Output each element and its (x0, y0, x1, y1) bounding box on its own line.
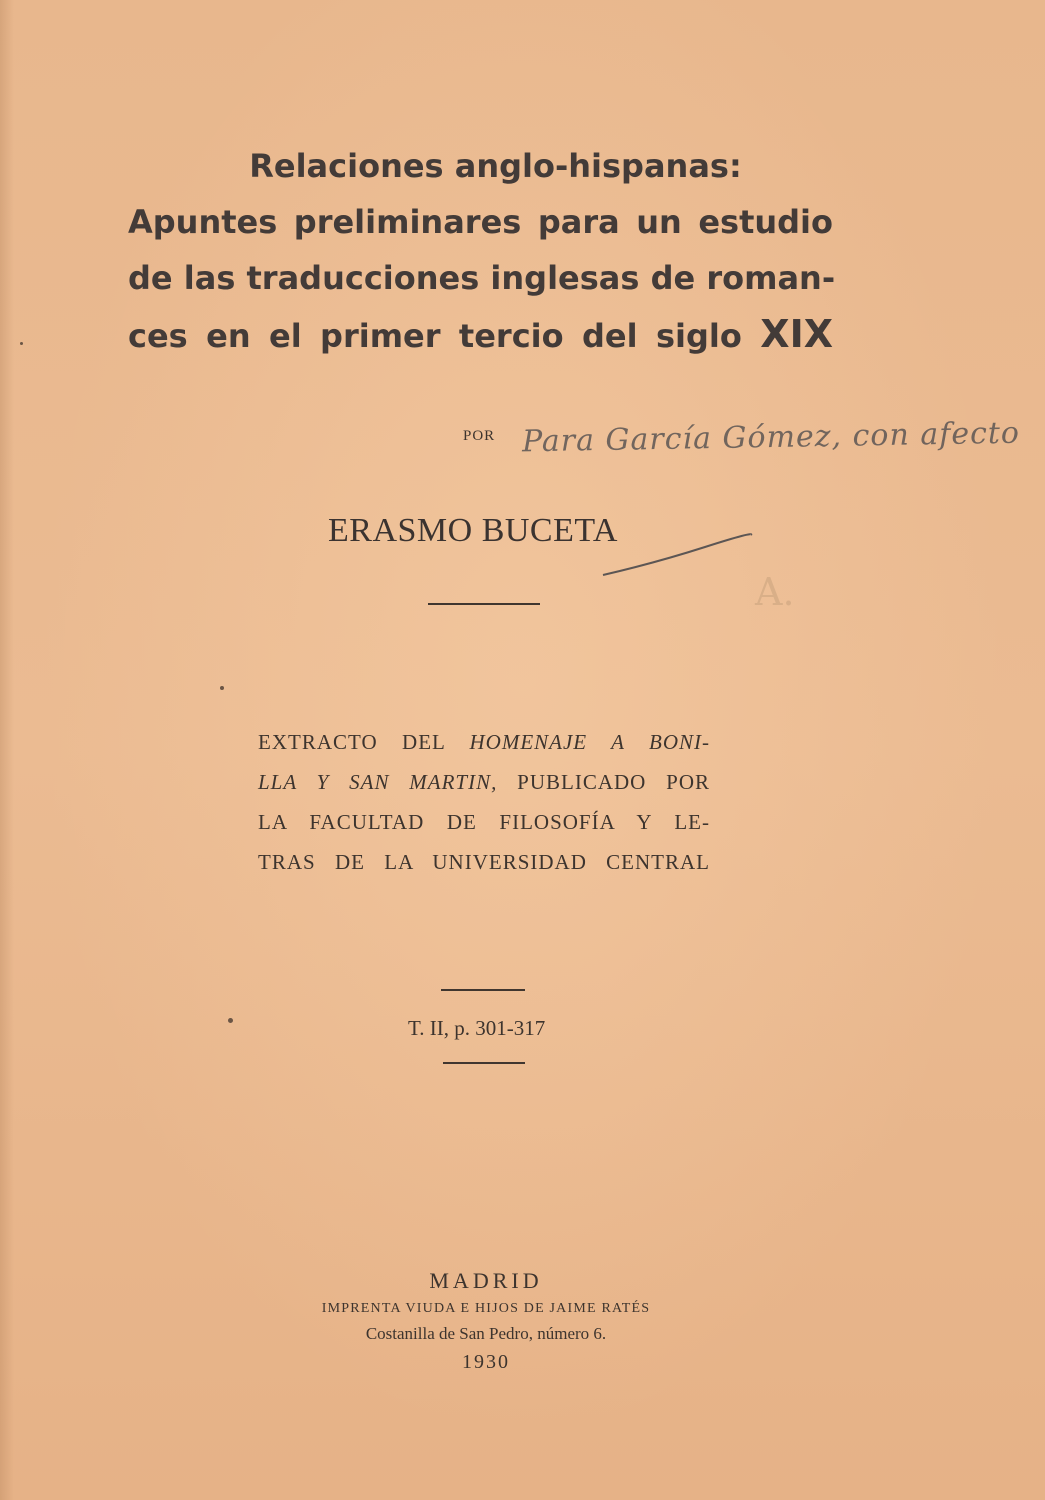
extract-line-2-italic: LLA Y SAN MARTIN, (258, 770, 498, 794)
extract-line-3: LA FACULTAD DE FILOSOFÍA Y LE- (258, 810, 710, 834)
volume-pages: T. II, p. 301-317 (408, 1016, 546, 1040)
extract-line-4: TRAS DE LA UNIVERSIDAD CENTRAL (258, 850, 710, 874)
title-line-4 (128, 306, 833, 364)
title-line-1: Relaciones anglo-hispanas: (249, 147, 742, 185)
imprint-printer: IMPRENTA VIUDA E HIJOS DE JAIME RATÉS (321, 1301, 651, 1316)
document-title (128, 138, 836, 364)
divider-rule (443, 1062, 525, 1064)
extract-line-2 (258, 762, 710, 802)
extract-line-2-plain: PUBLICADO POR (517, 770, 710, 794)
extract-line-1 (258, 722, 710, 762)
extract-note (258, 722, 710, 882)
pencil-mark: A. (755, 570, 795, 614)
paper-speck (228, 1018, 233, 1023)
paper-speck (220, 686, 224, 690)
imprint-city: MADRID (429, 1268, 543, 1293)
divider-rule (441, 989, 525, 991)
title-numeral: XIX (760, 312, 834, 356)
imprint-address: Costanilla de San Pedro, número 6. (365, 1324, 607, 1343)
pen-underline-stroke (595, 525, 755, 585)
title-line-3: de las traducciones inglesas de roman- (128, 259, 836, 297)
divider-rule (428, 603, 540, 605)
imprint-year: 1930 (462, 1351, 510, 1373)
by-label: POR (463, 428, 496, 444)
author-name: ERASMO BUCETA (328, 512, 618, 549)
paper-speck (20, 342, 23, 345)
handwritten-dedication: Para García Gómez, con afecto (521, 415, 1021, 460)
title-line-4-text: ces en el primer tercio del siglo (128, 317, 742, 355)
page-edge (0, 0, 14, 1500)
title-line-2: Apuntes preliminares para un estudio (128, 203, 833, 241)
imprint (230, 1266, 742, 1378)
extract-line-1-italic: HOMENAJE A BONI- (469, 730, 711, 754)
extract-line-1-plain: EXTRACTO DEL (258, 730, 446, 754)
